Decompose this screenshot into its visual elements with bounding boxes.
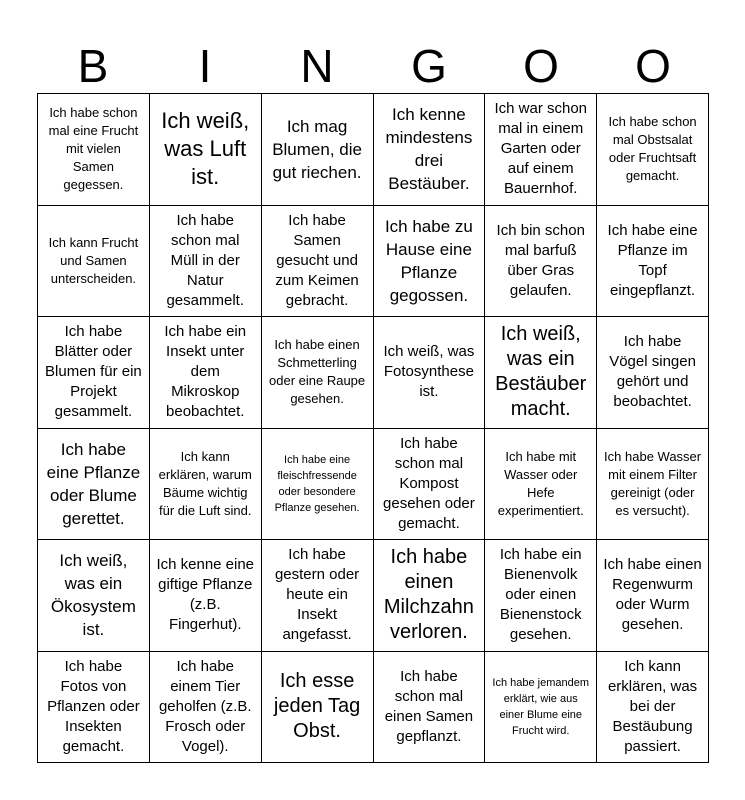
cell-text: Ich habe Vögel singen gehört und beobachtet.	[609, 333, 696, 411]
header-letter-4: G	[411, 40, 447, 92]
bingo-cell[interactable]	[374, 429, 486, 541]
bingo-cell[interactable]	[485, 652, 597, 764]
bingo-cell[interactable]	[485, 206, 597, 318]
cell-text: Ich habe zu Hause eine Pflanze gegossen.	[384, 216, 473, 305]
cell-text: Ich habe jemandem erklärt, wie aus einer Blume eine Frucht wird.	[492, 676, 590, 737]
cell-text: Ich habe schon mal Müll in der Natur gesammelt.	[166, 211, 244, 309]
bingo-cell[interactable]	[150, 94, 262, 206]
bingo-cell[interactable]	[38, 317, 150, 429]
cell-text: Ich habe Fotos von Pflanzen oder Insekten gemacht.	[47, 657, 140, 755]
header-letter-1: B	[77, 40, 109, 92]
header-letter-2: I	[198, 40, 212, 92]
cell-text: Ich kann erklären, was bei der Bestäubung passiert.	[607, 657, 698, 755]
bingo-cell[interactable]	[597, 540, 709, 652]
bingo-cell[interactable]	[150, 317, 262, 429]
cell-text: Ich habe schon mal Obstsalat oder Fruchtsaft gemacht.	[608, 114, 697, 184]
bingo-cell[interactable]	[485, 317, 597, 429]
cell-text: Ich habe eine fleischfressende oder besondere Pflanze gesehen.	[274, 453, 360, 514]
bingo-cell[interactable]	[150, 206, 262, 318]
bingo-cell[interactable]	[262, 652, 374, 764]
cell-text: Ich habe schon mal Kompost gesehen oder gemacht.	[383, 434, 475, 532]
cell-text: Ich habe mit Wasser oder Hefe experimentiert.	[497, 448, 584, 518]
bingo-cell[interactable]	[597, 94, 709, 206]
cell-text: Ich habe eine Pflanze oder Blume gerettet.	[46, 439, 141, 528]
bingo-cell[interactable]	[38, 652, 150, 764]
cell-text: Ich habe einen Schmetterling oder eine Raupe gesehen.	[269, 337, 366, 407]
bingo-cell[interactable]	[262, 429, 374, 541]
bingo-cell[interactable]	[374, 206, 486, 318]
header-letter-5: O	[523, 40, 559, 92]
bingo-cell[interactable]	[262, 206, 374, 318]
bingo-cell[interactable]	[485, 429, 597, 541]
bingo-cell[interactable]	[150, 540, 262, 652]
cell-text: Ich weiß, was Luft ist.	[161, 108, 250, 190]
bingo-cell[interactable]	[374, 317, 486, 429]
cell-text: Ich weiß, was ein Bestäuber macht.	[495, 323, 587, 421]
cell-text: Ich habe schon mal einen Samen gepflanzt.	[384, 667, 474, 745]
cell-text: Ich habe ein Bienenvolk oder einen Bienenstock gesehen.	[499, 546, 582, 644]
bingo-cell[interactable]	[485, 94, 597, 206]
cell-text: Ich habe einem Tier geholfen (z.B. Frosch oder Vogel).	[158, 657, 252, 755]
bingo-cell[interactable]	[262, 540, 374, 652]
bingo-grid	[37, 93, 709, 763]
bingo-cell[interactable]	[597, 652, 709, 764]
bingo-cell[interactable]	[38, 94, 150, 206]
bingo-cell[interactable]	[374, 94, 486, 206]
bingo-cell[interactable]	[38, 206, 150, 318]
bingo-cell[interactable]	[374, 652, 486, 764]
cell-text: Ich habe gestern oder heute ein Insekt angefasst.	[274, 546, 360, 644]
bingo-cell[interactable]	[150, 652, 262, 764]
bingo-header	[37, 38, 709, 94]
bingo-cell[interactable]	[262, 94, 374, 206]
header-letter-3: N	[300, 40, 334, 92]
cell-text: Ich habe Samen gesucht und zum Keimen gebracht.	[275, 211, 359, 309]
cell-text: Ich habe einen Regenwurm oder Wurm gesehen.	[603, 556, 702, 634]
bingo-cell[interactable]	[150, 429, 262, 541]
cell-text: Ich kenne mindestens drei Bestäuber.	[385, 105, 473, 194]
cell-text: Ich habe schon mal eine Frucht mit vielen Samen gegessen.	[48, 105, 139, 193]
bingo-cell[interactable]	[38, 429, 150, 541]
cell-text: Ich weiß, was ein Ökosystem ist.	[50, 551, 136, 640]
bingo-cell[interactable]	[262, 317, 374, 429]
bingo-cell[interactable]	[374, 540, 486, 652]
bingo-cell[interactable]	[38, 540, 150, 652]
bingo-cell[interactable]	[597, 429, 709, 541]
cell-text: Ich esse jeden Tag Obst.	[273, 670, 361, 743]
cell-text: Ich kann erklären, warum Bäume wichtig für die Luft sind.	[158, 448, 252, 518]
cell-text: Ich weiß, was Fotosynthese ist.	[383, 343, 475, 401]
cell-text: Ich habe Blätter oder Blumen für ein Projekt gesammelt.	[45, 323, 142, 421]
cell-text: Ich habe einen Milchzahn verloren.	[383, 546, 474, 644]
cell-text: Ich mag Blumen, die gut riechen.	[272, 116, 362, 182]
cell-text: Ich kenne eine giftige Pflanze (z.B. Fingerhut).	[156, 556, 255, 634]
cell-text: Ich bin schon mal barfuß über Gras gelaufen.	[496, 221, 585, 299]
cell-text: Ich war schon mal in einem Garten oder auf einem Bauernhof.	[494, 100, 588, 198]
bingo-cell[interactable]	[597, 317, 709, 429]
bingo-cell[interactable]	[485, 540, 597, 652]
bingo-cell[interactable]	[597, 206, 709, 318]
cell-text: Ich kann Frucht und Samen unterscheiden.	[48, 234, 139, 286]
header-letter-6: O	[635, 40, 671, 92]
cell-text: Ich habe Wasser mit einem Filter gereinigt (oder es versucht).	[604, 448, 702, 518]
cell-text: Ich habe ein Insekt unter dem Mikroskop beobachtet.	[164, 323, 247, 421]
cell-text: Ich habe eine Pflanze im Topf eingepflanzt.	[607, 221, 698, 299]
